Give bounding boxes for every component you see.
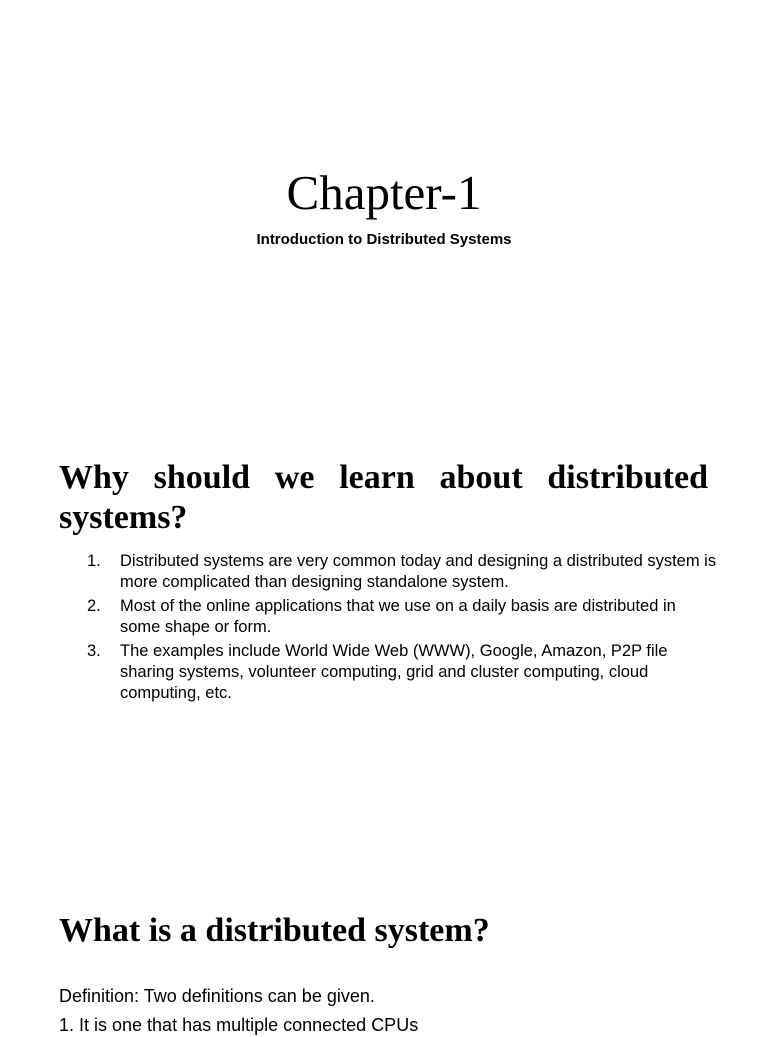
list-item: [59, 596, 719, 638]
list-item: [59, 551, 719, 593]
chapter-subtitle: Introduction to Distributed Systems: [256, 231, 512, 248]
list-item-number: 1.: [87, 552, 101, 570]
why-learn-heading: Why should we learn about distributed systems?: [59, 459, 708, 536]
list-item-number: 3.: [87, 642, 101, 660]
list-item-text: The examples include World Wide Web (WWW), Google, Amazon, P2P file sharing systems, volunteer computing, grid and cluster computing, cloud computing, etc.: [120, 642, 668, 702]
list-item-text: Most of the online applications that we use on a daily basis are distributed in some shape or form.: [120, 597, 676, 636]
list-item-number: 2.: [87, 597, 101, 615]
reasons-list: [59, 551, 719, 707]
list-item: [59, 641, 719, 704]
list-item-text: Distributed systems are very common today and designing a distributed system is more complicated than designing standalone system.: [120, 552, 717, 591]
what-is-heading: What is a distributed system?: [59, 912, 490, 949]
definition-first: 1. It is one that has multiple connected CPUs: [59, 1015, 419, 1035]
definition-intro: Definition: Two definitions can be given.: [59, 986, 375, 1006]
chapter-title: Chapter-1: [286, 165, 482, 220]
